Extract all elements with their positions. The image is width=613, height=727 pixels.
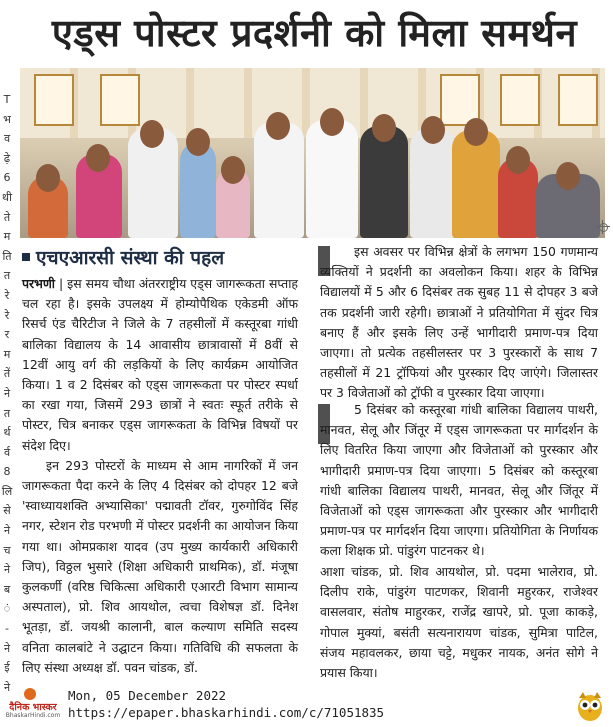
edge-fragment: र्थ	[3, 426, 11, 440]
edge-fragment: ने	[3, 641, 11, 655]
paragraph: आशा चांडक, प्रो. शिव आयथोल, प्रो. पदमा भालेराव, प्रो. दिलीप राके, पांडुरंग पाटणकर, शिवानी महुरकर, राजेश्वर वासलवार, संतोष माहुरकर, राजेंद्र खापरे, प्रो. पूजा काकड़े, गोपाल मुक्यां, बसंती सत्यनारायण चांडक, सुमित्रा पाटिल, संजय महावलकर, छाया चट्टे, मधुकर नायक, अनंत सोगे ने प्रयास किया।	[320, 564, 598, 681]
edge-fragment: रे	[4, 308, 10, 322]
person	[180, 142, 216, 238]
edge-fragment: ति	[2, 249, 12, 263]
logo-subtext: BhaskarHindi.com	[5, 712, 61, 719]
poster	[100, 74, 140, 126]
person-head	[140, 120, 164, 148]
edition-date: Mon, 05 December 2022	[68, 688, 227, 703]
subheading	[22, 246, 312, 270]
article-column-2-part-3	[320, 562, 598, 684]
person-head	[36, 164, 60, 192]
edge-fragment: 6	[3, 171, 11, 185]
edge-fragment: ढ़े	[3, 151, 11, 165]
edge-fragment: लि	[1, 484, 13, 498]
edge-fragment: व	[3, 132, 11, 146]
person-head	[266, 112, 290, 140]
edge-fragment: से	[3, 504, 11, 518]
edge-fragment: ने	[3, 680, 11, 694]
edge-fragment: T	[3, 93, 11, 106]
edge-fragment: ने	[3, 563, 11, 577]
edge-fragment: म	[3, 230, 11, 244]
paragraph: इन 293 पोस्टरों के माध्यम से आम नागरिकों में जन जागरूकता पैदा करने के लिए 4 दिसंबर को दोपहर 12 बजे 'स्वाध्यायशक्ति अभ्यासिका' पद्मावती टॉवर, गुरुगोविंद सिंह नगर, स्टेशन रोड परभणी में पोस्टर प्रदर्शनी का आयोजन किया गया था। ओमप्रकाश यादव (उप मुख्य कार्यकारी अधिकारी जिप), विठ्ठल भुसारे (शिक्षा अधिकारी प्राथमिक), डॉ. मंजूषा कुलकर्णी (वरिष्ठ चिकित्सा अधिकारी एआरटी विभाग सामान्य अस्पताल), प्रो. शिव आयथोल, त्वचा विशेषज्ञ डॉ. दिनेश भूतड़ा, डॉ. जयश्री कालानी, बाल कल्याण समिति सदस्य वनिता कालबांटे ने उद्घाटन किया। गतिविधि की सफलता के लिए संस्था अध्यक्ष डॉ. पवन चांडक, डॉ.	[22, 457, 298, 675]
bullet-square-icon	[22, 253, 30, 261]
headline: एड्स पोस्टर प्रदर्शनी को मिला समर्थन	[51, 11, 578, 55]
edge-fragment: तें	[3, 367, 11, 381]
edge-fragment: त	[3, 269, 11, 283]
person	[452, 130, 500, 238]
previous-article-edge	[0, 90, 14, 694]
person-head	[556, 162, 580, 190]
edge-fragment: च	[3, 543, 11, 557]
owl-icon	[574, 690, 606, 722]
subheading-text: एचएआरसी संस्था की पहल	[36, 247, 225, 269]
edge-fragment: र	[4, 328, 10, 342]
person	[410, 128, 456, 238]
person-head	[186, 128, 210, 156]
person-head	[320, 108, 344, 136]
person	[360, 126, 408, 238]
paragraph: इस अवसर पर विभिन्न क्षेत्रों के लगभग 150 गणमान्य व्यक्तियों ने प्रदर्शनी का अवलोकन किया। शहर के विभिन्न विद्यालयों में 5 और 6 दिसंबर तक सुबह 11 से दोपहर 3 बजे तक प्रदर्शनी जारी रहेगी। छात्राओं ने प्रतियोगिता में सुंदर चित्र बनाए हैं और इसके लिए उन्हें भागीदारी प्रमाण-पत्र दिया जाएगा। तो प्रत्येक तहसीलस्तर पर 3 पुरस्कारों के साथ 7 तहसीलों में 21 ट्रॉफियां और पुरस्कार दिए जाएंगे। जिलास्तर पर 3 विजेताओं को ट्रॉफी व पुरस्कार दिया जाएगा।	[320, 244, 598, 401]
sun-icon	[24, 688, 36, 700]
person-head	[421, 116, 445, 144]
person-head	[221, 156, 245, 184]
person-head	[86, 144, 110, 172]
edge-fragment: ने	[3, 386, 11, 400]
edge-fragment: म	[3, 347, 11, 361]
article-column-1	[22, 274, 298, 682]
person-head	[464, 118, 488, 146]
edge-fragment: त	[3, 406, 11, 420]
crosshair-icon	[596, 220, 610, 234]
edge-fragment: ते	[3, 210, 11, 224]
dateline-place: परभणी	[22, 276, 55, 291]
edge-fragment: थी	[2, 190, 12, 204]
article-column-2-part-2	[320, 400, 598, 559]
edge-fragment: रे	[4, 288, 10, 302]
edge-fragment: ने	[3, 524, 11, 538]
dainik-bhaskar-logo	[2, 688, 64, 722]
event-photo	[20, 68, 605, 238]
article-column-2-part-1	[320, 242, 598, 401]
edge-fragment: र्व	[3, 445, 11, 459]
paragraph	[22, 274, 298, 456]
edge-fragment: ं	[3, 602, 11, 616]
edge-fragment: -	[5, 622, 9, 636]
logo-name: दैनिक भास्कर	[9, 702, 57, 713]
person-head	[372, 114, 396, 142]
poster	[34, 74, 74, 126]
person	[306, 120, 358, 238]
poster	[558, 74, 598, 126]
person-head	[506, 146, 530, 174]
edge-fragment: 8	[3, 465, 11, 479]
paragraph-text: | इस समय चौथा अंतरराष्ट्रीय एड्स जागरूकता सप्ताह चल रहा है। इसके उपलक्ष्य में होम्योपैथिक एकेडमी ऑफ रिसर्च एंड चैरिटीज ने जिले के 7 तहसीलों में कस्तूरबा गांधी बालिका विद्यालय के 14 आवासीय छात्रावासों में 8वीं से 12वीं आयु वर्ग की लड़कियों के लिए कार्यक्रम आयोजित किया। 1 व 2 दिसंबर को एड्स जागरूकता पर पोस्टर स्पर्धा का रखा गया, जिसमें 293 छात्रों ने स्वतः स्फूर्त तरीके से पोस्टर, चित्र बनाकर एड्स जागरूकता के विभिन्न विषयों पर संदेश दिए।	[22, 276, 298, 453]
edge-fragment: ब	[3, 582, 11, 596]
article-url[interactable]: https://epaper.bhaskarhindi.com/c/71051835	[68, 705, 385, 720]
poster	[500, 74, 540, 126]
edge-fragment: भ	[3, 112, 11, 126]
edge-fragment: ई	[4, 661, 10, 675]
paragraph: 5 दिसंबर को कस्तूरबा गांधी बालिका विद्यालय पाथरी, मानवत, सेलू और जिंतूर में एड्स जागरूकता पर मार्गदर्शन के लिए वितरित किया जाएगा और विजेताओं को पुरस्कार और भागीदारी प्रमाण-पत्र दिया जाएगा। 5 दिसंबर को कस्तूरबा गांधी बालिका विद्यालय पाथरी, मानवत, सेलू और जिंतूर में विजेताओं को एड्स जागरूकता और पुरस्कार और भागीदारी प्रमाण-पत्र पर मार्गदर्शन दिया जाएगा। प्रतियोगिता के निर्णायक कला शिक्षक प्रो. पांडुरंग पाटनकर थे।	[320, 402, 598, 559]
